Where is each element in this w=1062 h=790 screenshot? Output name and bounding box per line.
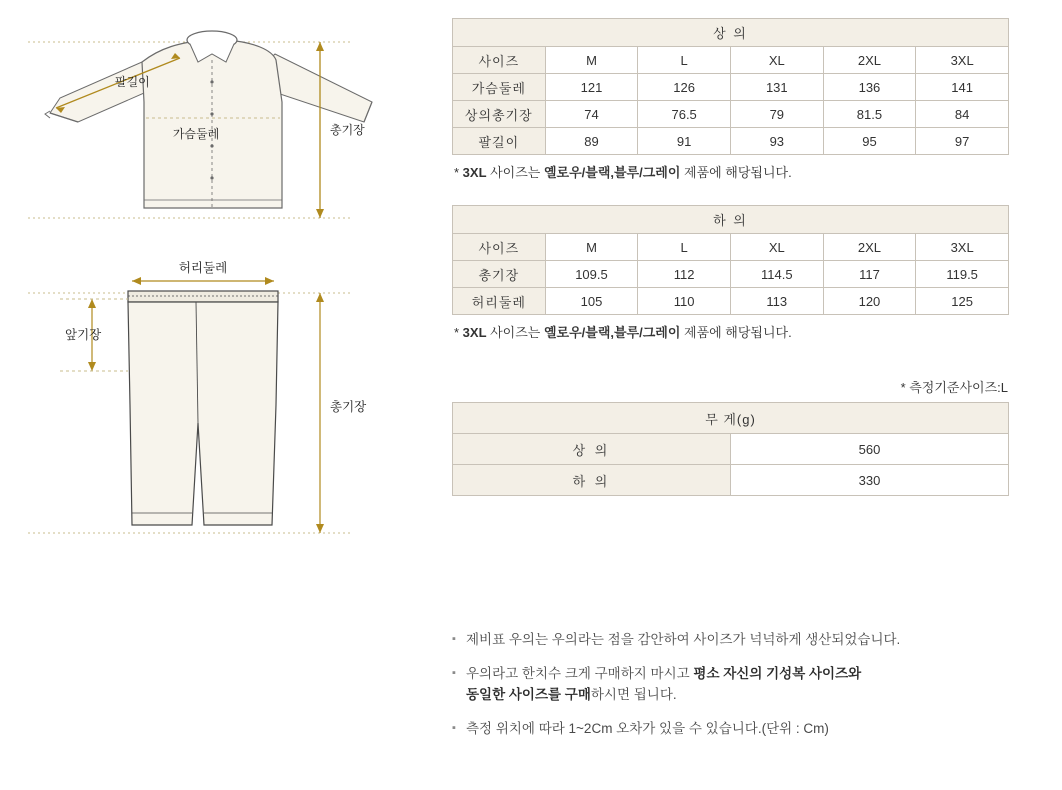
weight-table-caption: 무 게(g) (453, 403, 1009, 434)
top-row-0-label: 가슴둘레 (453, 74, 546, 101)
top-table-caption: 상 의 (453, 19, 1009, 47)
jacket-length-label: 총기장 (330, 123, 365, 137)
bottom-row-0-xl: 114.5 (730, 261, 823, 288)
table-row (453, 128, 1009, 155)
jacket-sleeve-label: 팔길이 (115, 75, 150, 89)
top-row-1-xl: 79 (730, 101, 823, 128)
bottom-note-bold: 3XL (462, 325, 487, 340)
bottom-row-1-xl: 113 (730, 288, 823, 315)
top-note-mid: 사이즈는 (486, 165, 544, 180)
top-size-3xl: 3XL (916, 47, 1009, 74)
footnote-2-em-a: 평소 자신의 기성복 사이즈와 (693, 666, 862, 682)
top-row-2-m: 89 (545, 128, 638, 155)
table-row (453, 261, 1009, 288)
footnote-1-text: 제비표 우의는 우의라는 점을 감안하여 사이즈가 넉넉하게 생산되었습니다. (466, 632, 901, 647)
bottom-size-table (452, 205, 1009, 315)
bottom-size-xl: XL (730, 234, 823, 261)
top-size-2xl: 2XL (823, 47, 916, 74)
pants-diagram (20, 255, 430, 550)
top-row-0-3xl: 141 (916, 74, 1009, 101)
top-row-1-l: 76.5 (638, 101, 731, 128)
bottom-row-0-label: 총기장 (453, 261, 546, 288)
top-size-l: L (638, 47, 731, 74)
bullet-icon: ▪ (452, 667, 456, 680)
bottom-size-2xl: 2XL (823, 234, 916, 261)
top-row-1-3xl: 84 (916, 101, 1009, 128)
top-row-2-label: 팔길이 (453, 128, 546, 155)
bottom-row-0-3xl: 119.5 (916, 261, 1009, 288)
bottom-row-1-m: 105 (545, 288, 638, 315)
bottom-row-0-l: 112 (638, 261, 731, 288)
table-row (453, 434, 1009, 465)
bottom-size-3xl: 3XL (916, 234, 1009, 261)
weight-row-0-value: 560 (731, 434, 1009, 465)
pants-length-label: 총기장 (330, 400, 367, 414)
top-row-0-xl: 131 (730, 74, 823, 101)
bottom-row-1-l: 110 (638, 288, 731, 315)
pants-rise-label: 앞기장 (65, 328, 102, 342)
bottom-note-highlight: 옐로우/블랙,블루/그레이 (543, 325, 681, 340)
bottom-table-note (454, 322, 1012, 341)
top-size-m: M (545, 47, 638, 74)
footnote-2-em-b: 동일한 사이즈를 구매 (466, 686, 591, 702)
bullet-icon: ▪ (452, 721, 456, 734)
bottom-size-m: M (545, 234, 638, 261)
tables-column (452, 18, 1012, 496)
top-note-highlight: 옐로우/블랙,블루/그레이 (543, 165, 681, 180)
footnote-1 (452, 630, 1052, 650)
measure-standard-note: * 측정기준사이즈:L (900, 380, 1008, 395)
bottom-row-0-m: 109.5 (545, 261, 638, 288)
top-row-0-m: 121 (545, 74, 638, 101)
top-row-0-2xl: 136 (823, 74, 916, 101)
footnote-2-text-a: 우의라고 한치수 크게 구매하지 마시고 (466, 666, 694, 682)
top-row-1-2xl: 81.5 (823, 101, 916, 128)
top-row-1-label: 상의총기장 (453, 101, 546, 128)
footnotes (452, 630, 1052, 753)
bottom-row-1-3xl: 125 (916, 288, 1009, 315)
jacket-chest-label: 가슴둘레 (172, 127, 220, 141)
bottom-note-mid: 사이즈는 (486, 325, 544, 340)
bottom-table-caption: 하 의 (453, 206, 1009, 234)
top-row-2-l: 91 (638, 128, 731, 155)
footnote-3 (452, 719, 1052, 739)
bottom-note-prefix: * (454, 325, 463, 340)
weight-table (452, 402, 1009, 496)
jacket-diagram (20, 10, 430, 240)
bottom-row-1-label: 허리둘레 (453, 288, 546, 315)
top-row-2-xl: 93 (730, 128, 823, 155)
top-row-0-l: 126 (638, 74, 731, 101)
top-note-prefix: * (454, 165, 463, 180)
bottom-size-header: 사이즈 (453, 234, 546, 261)
pants-waist-label: 허리둘레 (178, 261, 228, 275)
top-row-1-m: 74 (545, 101, 638, 128)
weight-row-1-value: 330 (731, 465, 1009, 496)
table-row (453, 47, 1009, 74)
bottom-row-0-2xl: 117 (823, 261, 916, 288)
table-row (453, 465, 1009, 496)
top-table-note (454, 162, 1012, 181)
footnote-3-text: 측정 위치에 따라 1~2Cm 오차가 있을 수 있습니다.(단위 : Cm) (466, 720, 829, 736)
top-note-bold: 3XL (462, 165, 487, 180)
bottom-note-suffix: 제품에 해당됩니다. (680, 325, 792, 340)
top-row-2-2xl: 95 (823, 128, 916, 155)
top-row-2-3xl: 97 (916, 128, 1009, 155)
footnote-2-text-b: 하시면 됩니다. (590, 686, 677, 702)
top-size-table (452, 18, 1009, 155)
bullet-icon: ▪ (452, 633, 456, 645)
table-row (453, 288, 1009, 315)
table-row (453, 74, 1009, 101)
bottom-row-1-2xl: 120 (823, 288, 916, 315)
top-size-xl: XL (730, 47, 823, 74)
table-row (453, 234, 1009, 261)
weight-row-0-label: 상 의 (453, 434, 731, 465)
footnote-2 (452, 664, 1052, 705)
weight-row-1-label: 하 의 (453, 465, 731, 496)
top-size-header: 사이즈 (453, 47, 546, 74)
top-note-suffix: 제품에 해당됩니다. (680, 165, 792, 180)
illustration-column (0, 0, 450, 790)
table-row (453, 101, 1009, 128)
bottom-size-l: L (638, 234, 731, 261)
